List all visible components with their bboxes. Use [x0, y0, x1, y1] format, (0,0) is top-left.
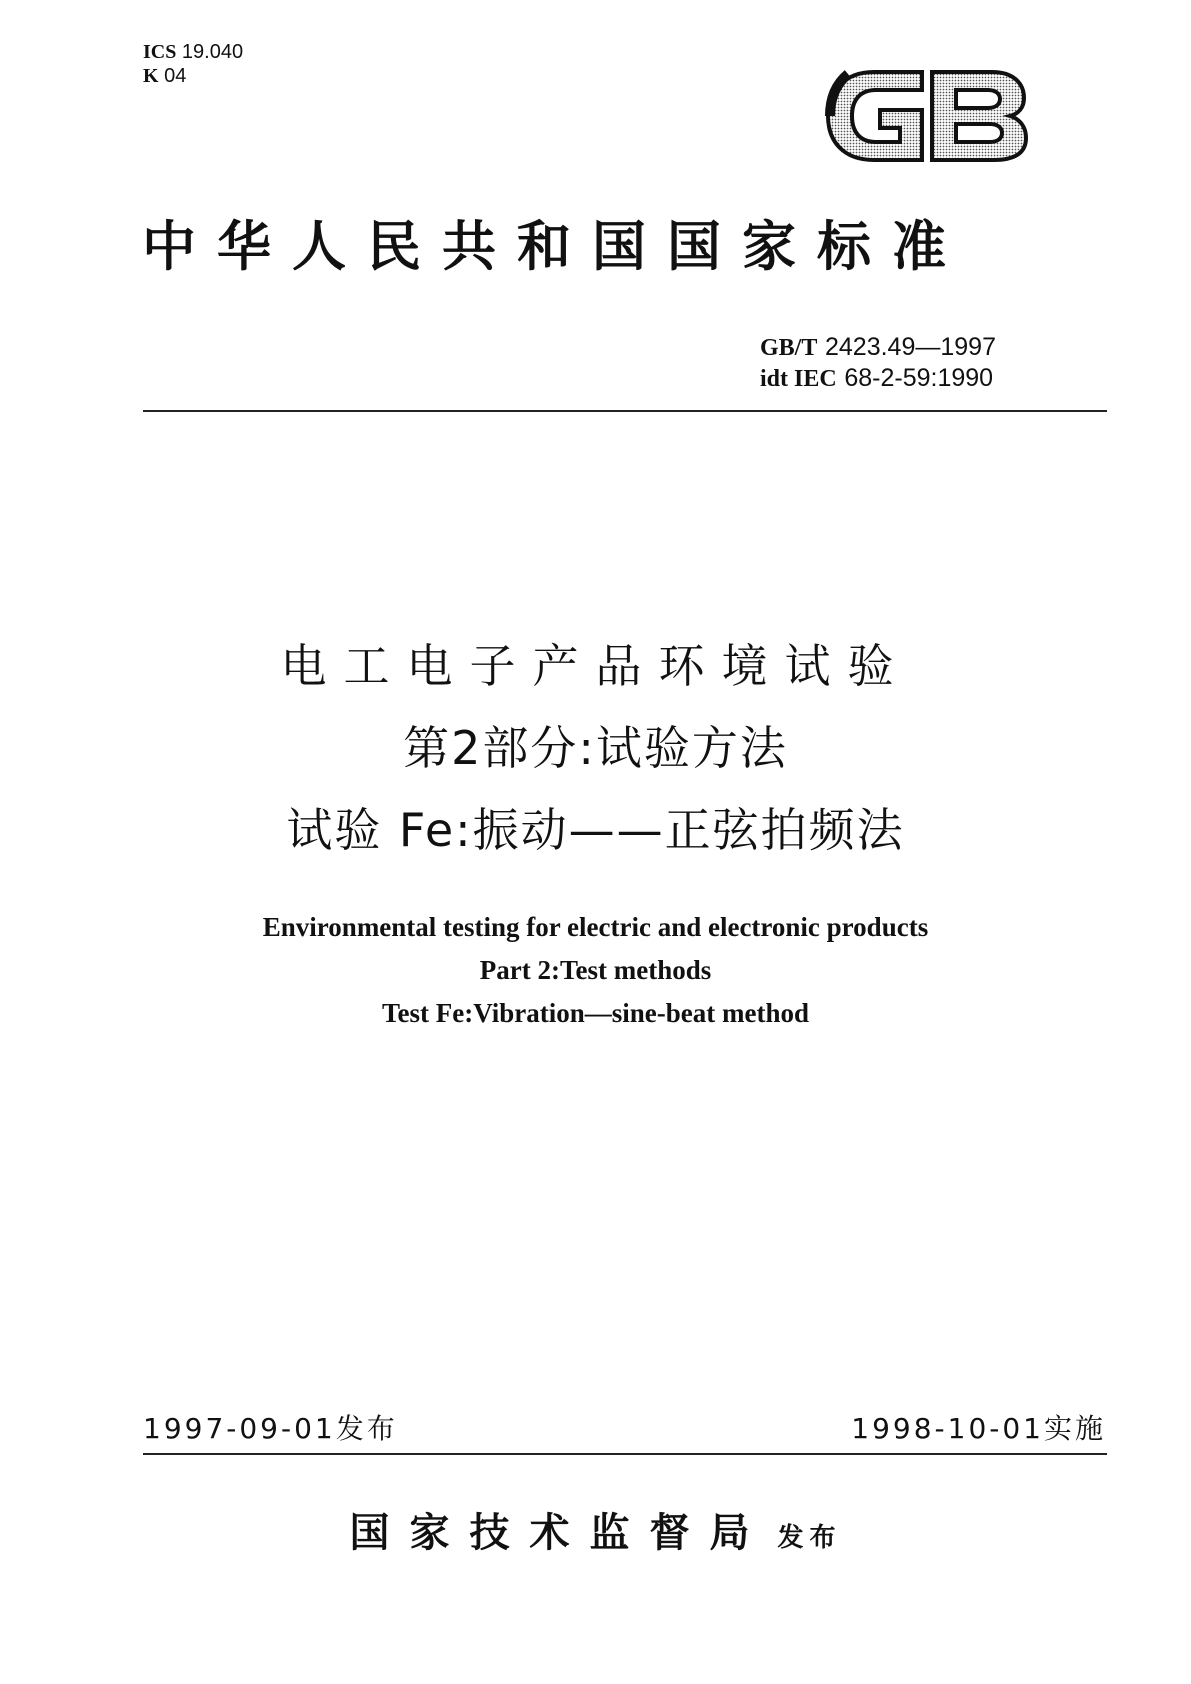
ics-value: 19.040	[181, 41, 244, 63]
issuer-suffix: 发布	[777, 1523, 842, 1553]
title-en-line1: Environmental testing for electric and electronic products	[262, 912, 929, 942]
title-en-line2: Part 2:Test methods	[479, 955, 712, 985]
title-cn-line3: 试验 Fe:振动——正弦拍频法	[286, 803, 905, 857]
equivalent-standard-label: idt IEC	[760, 366, 837, 392]
gb-logo-icon	[822, 58, 1032, 174]
ics-label: ICS	[143, 41, 177, 63]
ics-code	[143, 40, 243, 64]
standard-number	[760, 332, 996, 363]
standard-number-block	[760, 332, 996, 394]
top-divider	[143, 410, 1107, 412]
ccs-value: 04	[164, 65, 187, 87]
equivalent-standard	[760, 363, 996, 394]
standard-number-label: GB/T	[760, 335, 818, 361]
title-en-line3: Test Fe:Vibration—sine-beat method	[382, 998, 809, 1028]
bottom-divider	[143, 1453, 1107, 1455]
issuer-name: 国家技术监督局	[349, 1509, 770, 1556]
national-standard-heading: 中华人民共和国国家标准	[142, 215, 967, 278]
issue-date: 1997-09-01发布	[143, 1412, 398, 1445]
equivalent-standard-value: 68-2-59:1990	[844, 364, 994, 392]
title-cn-line1: 电工电子产品环境试验	[280, 639, 911, 693]
issuing-authority	[0, 1508, 1191, 1566]
standard-number-value: 2423.49—1997	[825, 333, 996, 361]
implementation-date: 1998-10-01实施	[851, 1412, 1106, 1445]
ccs-label: K	[143, 65, 159, 87]
title-cn-line2: 第2部分:试验方法	[403, 721, 788, 775]
gb-logo-graphic	[822, 58, 1032, 174]
ccs-code	[143, 64, 243, 88]
classification-codes	[143, 40, 243, 88]
